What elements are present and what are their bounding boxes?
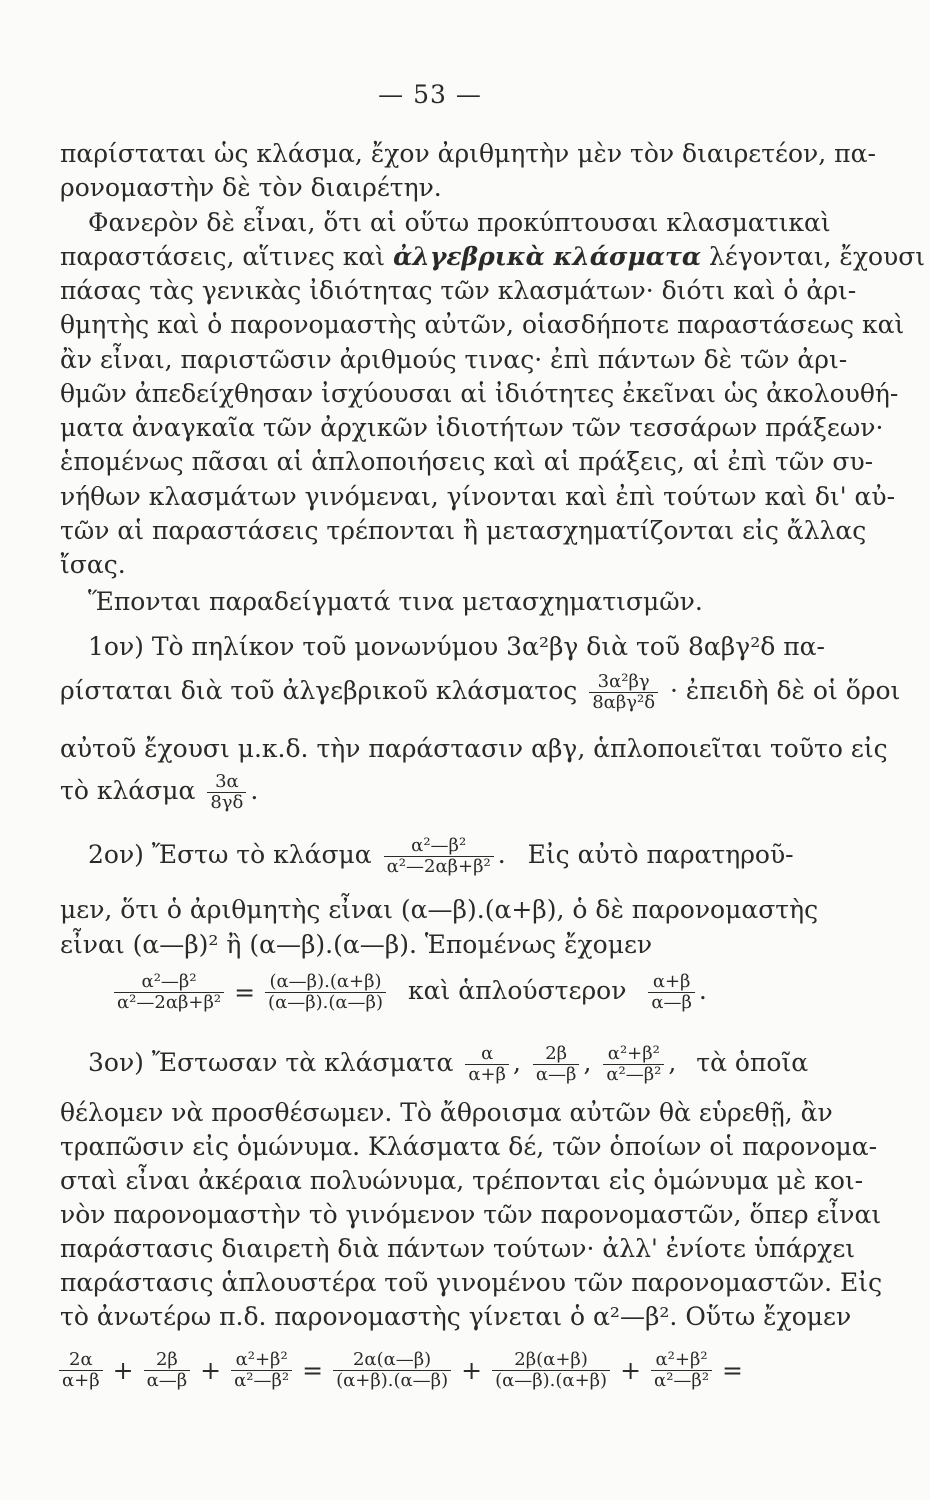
denominator: 8γδ [210, 792, 244, 813]
numerator: 2α [59, 1350, 103, 1371]
denominator: (α+β).(α—β) [336, 1370, 449, 1391]
fraction [465, 1044, 509, 1085]
punctuation: . [497, 840, 506, 869]
text-line: ἂν εἶναι, παριστῶσιν ἀριθμούς τινας· ἐπὶ πάντων δὲ τῶν ἀρι- [60, 345, 848, 374]
text-span: τὸ κλάσμα [60, 776, 196, 805]
numerator: 3α [207, 772, 246, 793]
fraction [603, 1044, 664, 1085]
math-line [60, 836, 848, 877]
fraction [333, 1350, 451, 1391]
text-line: Ἕπονται παραδείγματά τινα μετασχηματισμῶν. [88, 587, 703, 616]
text-span: · ἐπειδὴ δὲ οἱ ὅροι [670, 676, 901, 705]
text-span: 3ον) Ἔστωσαν τὰ κλάσματα [88, 1048, 454, 1077]
punctuation: , [583, 1048, 592, 1077]
punctuation: . [250, 776, 259, 805]
math-line [55, 1350, 815, 1391]
plus-sign: + [112, 1355, 134, 1385]
text-span: 2ον) Ἔστω τὸ κλάσμα [88, 840, 372, 869]
text-line: τῶν αἱ παραστάσεις τρέπονται ἢ μετασχηματίζονται εἰς ἄλλας [60, 516, 867, 545]
fraction [589, 672, 658, 713]
fraction [651, 1350, 712, 1391]
text-line: πάσας τὰς γενικὰς ἰδιότητας τῶν κλασμάτων· διότι καὶ ὁ ἀρι- [60, 276, 857, 305]
text-span: ρίσταται διὰ τοῦ ἀλγεβρικοῦ κλάσματος [60, 676, 578, 705]
denominator: 8αβγ²δ [592, 692, 656, 713]
plus-sign: + [200, 1355, 222, 1385]
text-line: παρίσταται ὡς κλάσμα, ἔχον ἀριθμητὴν μὲν τὸν διαιρετέον, πα- [60, 139, 876, 168]
math-line [60, 1044, 848, 1085]
denominator: α²—β² [234, 1370, 290, 1391]
fraction [492, 1350, 610, 1391]
fraction [231, 1350, 292, 1391]
fraction [114, 972, 224, 1013]
fraction [384, 836, 494, 877]
punctuation: , [512, 1048, 521, 1077]
plus-sign: + [620, 1355, 642, 1385]
text-line [60, 240, 926, 274]
text-line: Φανερὸν δὲ εἶναι, ὅτι αἱ οὕτω προκύπτουσαι κλασματικαὶ [88, 208, 831, 237]
numerator: α [465, 1044, 509, 1065]
text-line: αὐτοῦ ἔχουσι μ.κ.δ. τὴν παράστασιν αβγ, ἁπλοποιεῖται τοῦτο εἰς [60, 734, 888, 763]
denominator: α²—β² [606, 1064, 662, 1085]
fraction [648, 972, 695, 1013]
equals-sign: = [722, 1355, 743, 1385]
denominator: α²—2αβ+β² [386, 856, 491, 877]
text-line: θμῶν ἀπεδείχθησαν ἰσχύουσαι αἱ ἰδιότητες ἐκεῖναι ὡς ἀκολουθή- [60, 379, 899, 408]
text-span: τὰ ὁποῖα [696, 1048, 809, 1077]
text-line: νήθων κλασμάτων γινόμεναι, γίνονται καὶ ἐπὶ τούτων καὶ δι' αὐ- [60, 482, 896, 511]
denominator: (α—β).(α—β) [268, 992, 383, 1013]
punctuation: , [668, 1048, 677, 1077]
equals-sign: = [234, 977, 256, 1007]
numerator: α²—β² [384, 836, 494, 857]
fraction [59, 1350, 103, 1391]
text-line: ρονομαστὴν δὲ τὸν διαιρέτην. [60, 173, 442, 202]
punctuation: . [698, 976, 707, 1005]
numerator: α²—β² [114, 972, 224, 993]
numerator: (α—β).(α+β) [265, 972, 386, 993]
numerator: α²+β² [231, 1350, 292, 1371]
numerator: 3α²βγ [589, 672, 658, 693]
numerator: α+β [648, 972, 695, 993]
emphasis-term: ἀλγεβρικὰ κλάσματα [393, 242, 702, 271]
text-line: σταὶ εἶναι ἀκέραια πολυώνυμα, τρέπονται εἰς ὁμώνυμα μὲ κοι- [60, 1166, 864, 1195]
numerator: α²+β² [603, 1044, 664, 1065]
math-line [60, 772, 820, 813]
text-line: μεν, ὅτι ὁ ἀριθμητὴς εἶναι (α—β).(α+β), ὁ δὲ παρονομαστὴς [60, 895, 819, 924]
text-span: καὶ ἁπλούστερον [407, 976, 627, 1005]
fraction [207, 772, 246, 813]
denominator: α+β [468, 1064, 506, 1085]
denominator: α²—2αβ+β² [117, 992, 222, 1013]
fraction [144, 1350, 191, 1391]
denominator: α²—β² [654, 1370, 710, 1391]
text-line: τραπῶσιν εἰς ὁμώνυμα. Κλάσματα δέ, τῶν ὁποίων οἱ παρονομα- [60, 1132, 878, 1161]
numerator: 2β(α+β) [492, 1350, 610, 1371]
text-span: παραστάσεις, αἵτινες καὶ [60, 242, 394, 271]
denominator: α—β [146, 1370, 188, 1391]
text-line: θμητὴς καὶ ὁ παρονομαστὴς αὐτῶν, οἱασδήποτε παραστάσεως καὶ [60, 310, 905, 339]
denominator: (α—β).(α+β) [495, 1370, 608, 1391]
text-line: ματα ἀναγκαῖα τῶν ἀρχικῶν ἰδιοτήτων τῶν τεσσάρων πράξεων· [60, 413, 884, 442]
text-line: νὸν παρονομαστὴν τὸ γινόμενον τῶν παρονομαστῶν, ὅπερ εἶναι [60, 1200, 882, 1229]
text-span: Εἰς αὐτὸ παρατηροῦ- [527, 840, 794, 869]
text-line: θέλομεν νὰ προσθέσωμεν. Τὸ ἄθροισμα αὐτῶν θὰ εὑρεθῇ, ἂν [60, 1098, 833, 1127]
text-line: εἶναι (α—β)² ἢ (α—β).(α—β). Ἑπομένως ἔχομεν [60, 930, 653, 959]
fraction [533, 1044, 580, 1085]
text-line: ἑπομένως πᾶσαι αἱ ἁπλοποιήσεις καὶ αἱ πράξεις, αἱ ἐπὶ τῶν συ- [60, 447, 874, 476]
numerator: 2β [144, 1350, 191, 1371]
text-span: λέγονται, ἔχουσι [701, 242, 926, 271]
denominator: α+β [62, 1370, 100, 1391]
plus-sign: + [461, 1355, 483, 1385]
numerator: 2β [533, 1044, 580, 1065]
math-line [110, 972, 870, 1013]
text-line: παράστασις διαιρετὴ διὰ πάντων τούτων· ἀλλ' ἐνίοτε ὑπάρχει [60, 1234, 856, 1263]
text-line: 1ον) Τὸ πηλίκον τοῦ μονωνύμου 3α²βγ διὰ τοῦ 8αβγ²δ πα- [88, 632, 825, 661]
fraction [265, 972, 386, 1013]
text-line: παράστασις ἁπλουστέρα τοῦ γινομένου τῶν παρονομαστῶν. Εἰς [60, 1268, 883, 1297]
text-line: τὸ ἀνωτέρω π.δ. παρονομαστὴς γίνεται ὁ α²—β². Οὕτω ἔχομεν [60, 1302, 852, 1331]
denominator: α—β [535, 1064, 577, 1085]
denominator: α—β [651, 992, 692, 1013]
page-number: — 53 — [378, 80, 482, 109]
numerator: 2α(α—β) [333, 1350, 451, 1371]
text-line: ἴσας. [60, 550, 126, 579]
equals-sign: = [302, 1355, 324, 1385]
numerator: α²+β² [651, 1350, 712, 1371]
math-line [60, 671, 901, 713]
